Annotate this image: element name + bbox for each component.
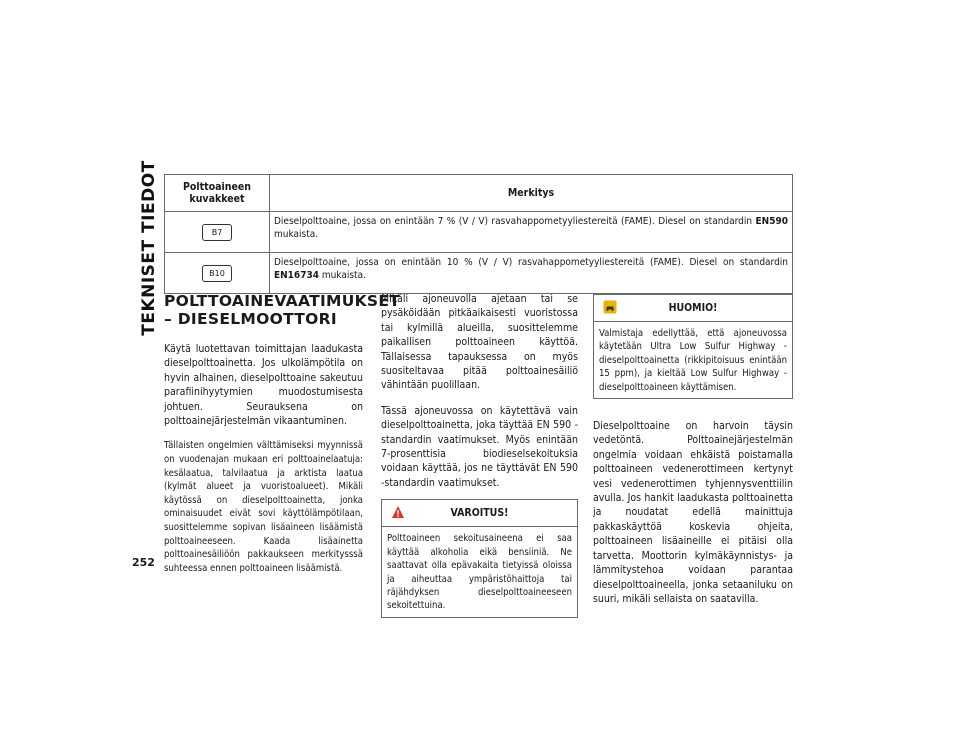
page-number: 252 — [132, 556, 155, 569]
paragraph-water-separator: Dieselpolttoaine on harvoin täysin vedetöntä. Polttoainejärjestelmän ongelmia voidaan ehkäistä poistamalla polttoaineen vedenerottimeen kertynyt vesi vedenerottimen tyhjennysventtiilin avulla. Jos hankit laadukasta polttoainetta ja noudatat edellä mainittuja pakkaskäyttöä koskevia ohjeita, polttoaineen lisäaineille ei pitäisi olla tarvetta. Moottorin kylmäkäynnistys- ja lämmitystehoa voidaan parantaa dieselpolttoaineella, jonka setaaniluku on suuri, mikäli sellaista on saatavilla. — [593, 420, 793, 605]
section-side-tab: TEKNISET TIEDOT — [139, 160, 159, 336]
row-suffix: mukaista. — [321, 270, 366, 281]
caution-text: Valmistaja edellyttää, että ajoneuvossa käytetään Ultra Low Sulfur Highway -dieselpolttoainetta (rikkipitoisuus enintään 15 ppm), ja kieltää Low Sulfur Highway -dieselpolttoaineen käyttämisen. — [599, 328, 787, 393]
row-text: Dieselpolttoaine, jossa on enintään 10 % (V / V) rasvahappometyyliestereitä (FAME). Diesel on standardin — [274, 257, 788, 268]
table-row — [165, 253, 793, 294]
header-fuel-icons: Polttoaineen kuvakkeet — [165, 175, 270, 212]
paragraph-grades: Tällaisten ongelmien välttämiseksi myynnissä on vuodenajan mukaan eri polttoainelaatuja: kesälaatua, talvilaatua ja arktista laatua (kylmät alueet ja vuoristoalueet). Mikäli käytössä on dieselpolttoainetta, jonka ominaisuudet eivät sovi käyttölämpötilaan, suosittelemme sopivan lisäaineen lisäämistä polttoaineeseen. Kaada lisäainetta polttoainesäiliöön pakkaukseen merkitysssä suhteessa ennen polttoaineen lisäämistä. — [164, 440, 363, 574]
header-meaning: Merkitys — [270, 175, 793, 212]
paragraph-cold-regions: Mikäli ajoneuvolla ajetaan tai se pysäköidään pitkäaikaisesti vuoristossa tai kylmillä alueilla, suosittelemme paikallisen polttoaineen käyttöä. Tällaisessa tapauksessa on myös suositeltavaa pitää polttoainesäiliö vähintään puolillaan. — [381, 293, 578, 392]
row-text: Dieselpolttoaine, jossa on enintään 7 % (V / V) rasvahappometyyliestereitä (FAME). Diesel on standardin — [274, 216, 753, 227]
table-header-row — [165, 175, 793, 212]
fuel-symbol-table — [164, 174, 793, 294]
caution-box — [593, 294, 793, 399]
column-right — [593, 294, 793, 606]
warning-box — [381, 499, 578, 617]
row-standard: EN16734 — [274, 270, 319, 281]
column-left — [164, 292, 401, 575]
row-suffix: mukaista. — [274, 229, 319, 240]
warning-text: Polttoaineen sekoitusaineena ei saa käyttää alkoholia eikä bensiiniä. Ne saattavat olla epävakaita tietyissä oloissa ja aiheuttaa ympäristöhaittoja tai räjähdyksen dieselpolttoaineeseen sekoitettuina. — [387, 533, 572, 612]
caution-title: HUOMIO! — [668, 302, 718, 314]
paragraph-intro: Käytä luotettavan toimittajan laadukasta dieselpolttoainetta. Jos ulkolämpötila on hyvin alhainen, dieselpolttoaine sakeutuu parafiinihyytymien muodostumisesta johtuen. Seurauksena on polttoainejärjestelmän vikaantuminen. — [164, 343, 363, 428]
table-row — [165, 212, 793, 253]
warning-title: VAROITUS! — [450, 507, 509, 520]
column-middle — [381, 292, 578, 618]
fuel-b10-icon: B10 — [202, 265, 232, 282]
section-title: POLTTOAINEVAATIMUKSET – DIESELMOOTTORI — [164, 292, 401, 328]
fuel-b7-icon: B7 — [202, 224, 232, 241]
row-standard: EN590 — [755, 216, 788, 227]
paragraph-en590: Tässä ajoneuvossa on käytettävä vain dieselpolttoainetta, joka täyttää EN 590 -standardin vaatimukset. Myös enintään 7-prosenttisia biodieselsekoituksia voidaan käyttää, jos ne täyttävät EN 590 -standardin vaatimukset. — [381, 404, 578, 489]
